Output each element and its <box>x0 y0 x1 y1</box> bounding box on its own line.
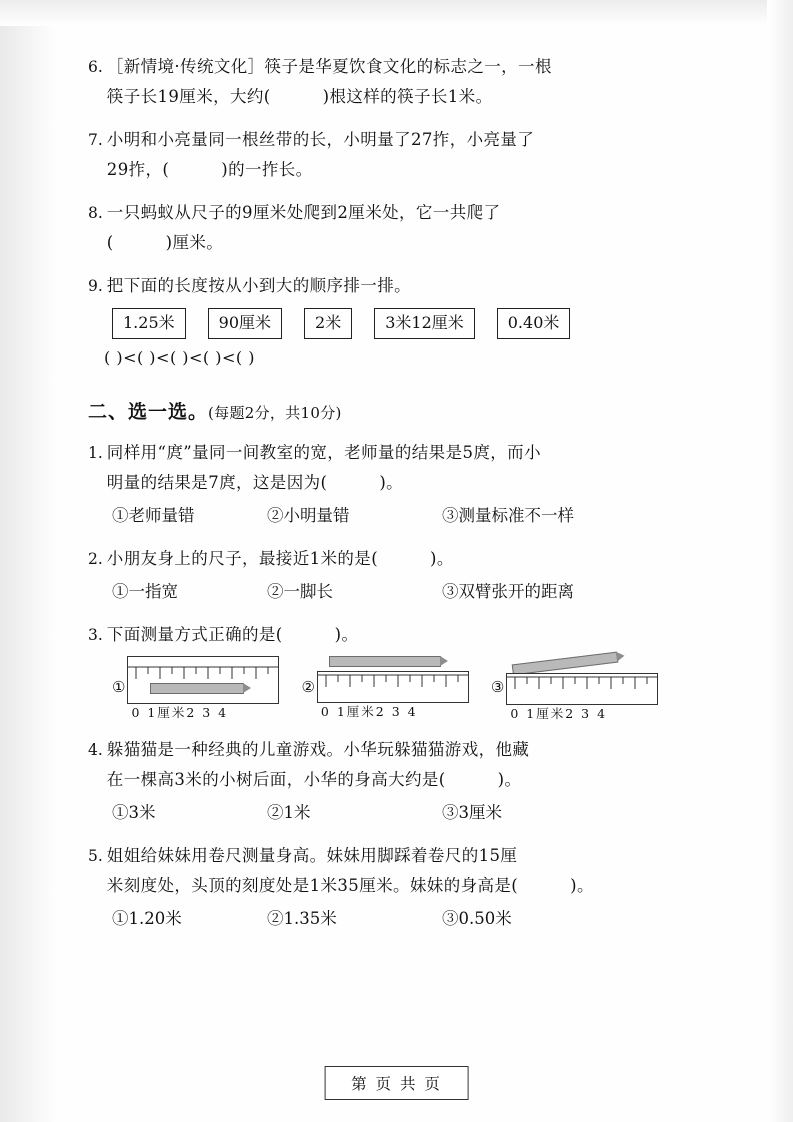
ruler-scale-numbers: 0 1厘米2 3 4 <box>510 706 608 721</box>
ruler-figure <box>506 656 658 721</box>
question-number: 4. <box>88 741 103 759</box>
scan-edge-right <box>767 0 793 1122</box>
choice-question-2 <box>88 544 698 574</box>
question-text <box>107 52 698 112</box>
ruler-body <box>127 656 279 704</box>
options-row <box>112 905 698 933</box>
pencil-object <box>150 683 244 694</box>
line-prefix: 下面测量方式正确的是( <box>106 625 283 644</box>
question-number: 8. <box>88 204 103 222</box>
question-line-2 <box>107 765 698 795</box>
question-text <box>107 544 698 574</box>
line-suffix: )的一拃长。 <box>221 160 313 179</box>
choice-question-1 <box>88 438 698 498</box>
section-title: 二、选一选。 <box>88 401 209 423</box>
ruler-figures-row <box>112 656 698 721</box>
ruler-figure <box>127 656 279 720</box>
option-label: ③ <box>490 678 505 696</box>
question-6 <box>88 52 698 112</box>
option-1[interactable]: ①一指宽 <box>112 582 178 601</box>
option-label: ② <box>301 678 315 696</box>
page-footer: 第 页 共 页 <box>324 1066 469 1100</box>
question-line-1: 一只蚂蚁从尺子的9厘米处爬到2厘米处，它一共爬了 <box>106 203 501 222</box>
ruler-option-1[interactable] <box>112 656 279 720</box>
length-box: 90厘米 <box>208 308 282 339</box>
question-line-2 <box>107 468 698 498</box>
page-content <box>88 52 698 947</box>
option-1[interactable]: ①1.20米 <box>112 909 182 928</box>
question-line-1: 同样用“庹”量同一间教室的宽，老师量的结果是5庹，而小 <box>106 443 541 462</box>
question-line-1: 把下面的长度按从小到大的顺序排一排。 <box>106 276 411 295</box>
line-suffix: )。 <box>379 473 404 492</box>
ruler-ticks-icon <box>318 672 468 702</box>
options-row <box>112 799 698 827</box>
question-line-2 <box>107 82 698 112</box>
line-suffix: )。 <box>570 876 594 895</box>
ruler-option-3[interactable] <box>491 656 658 721</box>
scan-edge-top <box>0 0 793 26</box>
question-text <box>107 125 698 185</box>
question-line-1: 躲猫猫是一种经典的儿童游戏。小华玩躲猫猫游戏，他藏 <box>106 740 530 759</box>
length-box-row <box>112 308 698 339</box>
choice-question-3 <box>88 620 698 650</box>
line-prefix: 明量的结果是7庹，这是因为( <box>106 473 328 492</box>
compare-answer-row[interactable] <box>104 345 698 371</box>
options-row <box>112 502 698 530</box>
question-text <box>107 620 698 650</box>
ruler-scale-numbers: 0 1厘米2 3 4 <box>131 705 229 720</box>
section-subtitle: (每题2分，共10分) <box>208 404 342 422</box>
option-3[interactable]: ③测量标准不一样 <box>442 506 574 525</box>
pencil-object <box>512 652 619 676</box>
line-suffix: )。 <box>430 549 454 568</box>
line-suffix: )。 <box>334 625 359 644</box>
option-2[interactable]: ②一脚长 <box>267 582 333 601</box>
line-prefix: 在一棵高3米的小树后面，小华的身高大约是( <box>106 770 446 789</box>
question-7 <box>88 125 698 185</box>
scan-edge-left <box>0 0 58 1122</box>
length-box: 2米 <box>304 308 352 339</box>
line-suffix: )根这样的筷子长1米。 <box>322 87 493 106</box>
ruler-figure <box>317 656 469 719</box>
options-row <box>112 578 698 606</box>
question-number: 6. <box>88 58 103 76</box>
question-line-1: 小明和小亮量同一根丝带的长，小明量了27拃，小亮量了 <box>106 130 535 149</box>
option-2[interactable]: ②小明量错 <box>267 506 350 525</box>
length-box: 1.25米 <box>112 308 186 339</box>
question-line-1: ［新情境·传统文化］筷子是华夏饮食文化的标志之一，一根 <box>106 57 552 76</box>
option-1[interactable]: ①3米 <box>112 803 156 822</box>
line-prefix: 筷子长19厘米，大约( <box>106 87 271 106</box>
question-line-2 <box>107 228 698 258</box>
line-suffix: )厘米。 <box>165 233 224 252</box>
question-number: 3. <box>88 626 103 644</box>
question-text <box>107 271 698 301</box>
question-number: 5. <box>88 847 103 865</box>
option-2[interactable]: ②1米 <box>267 803 311 822</box>
ruler-body <box>317 671 469 703</box>
choice-question-4 <box>88 735 698 795</box>
ruler-scale-numbers: 0 1厘米2 3 4 <box>320 704 418 719</box>
option-3[interactable]: ③0.50米 <box>442 909 512 928</box>
ruler-ticks-icon <box>507 674 657 704</box>
ruler-body <box>506 673 658 705</box>
line-prefix: 小朋友身上的尺子，最接近1米的是( <box>106 549 379 568</box>
question-number: 1. <box>88 444 103 462</box>
question-line-2 <box>107 871 698 901</box>
line-prefix: 米刻度处，头顶的刻度处是1米35厘米。妹妹的身高是( <box>106 876 519 895</box>
question-text <box>107 438 698 498</box>
question-line-1: 姐姐给妹妹用卷尺测量身高。妹妹用脚踩着卷尺的15厘 <box>106 846 518 865</box>
question-line-2 <box>107 155 698 185</box>
option-label: ① <box>112 678 126 696</box>
option-3[interactable]: ③3厘米 <box>442 803 502 822</box>
question-number: 2. <box>88 550 103 568</box>
question-8 <box>88 198 698 258</box>
question-text <box>107 841 698 901</box>
line-prefix: 29拃，( <box>106 160 170 179</box>
ruler-option-2[interactable] <box>301 656 468 719</box>
question-text <box>107 735 698 795</box>
question-line-1 <box>107 544 698 574</box>
option-2[interactable]: ②1.35米 <box>267 909 337 928</box>
option-3[interactable]: ③双臂张开的距离 <box>442 582 574 601</box>
question-number: 7. <box>88 131 103 149</box>
pencil-object <box>329 656 441 667</box>
ruler-ticks-icon <box>128 657 278 703</box>
compare-template: ( )<( )<( )<( )<( ) <box>104 348 255 367</box>
length-box: 0.40米 <box>497 308 571 339</box>
question-9 <box>88 271 698 301</box>
question-line-1 <box>107 620 698 650</box>
question-text <box>107 198 698 258</box>
section-2-header <box>88 397 698 424</box>
line-prefix: ( <box>106 233 114 252</box>
question-number: 9. <box>88 277 103 295</box>
option-1[interactable]: ①老师量错 <box>112 506 195 525</box>
choice-question-5 <box>88 841 698 901</box>
line-suffix: )。 <box>497 770 522 789</box>
length-box: 3米12厘米 <box>374 308 475 339</box>
